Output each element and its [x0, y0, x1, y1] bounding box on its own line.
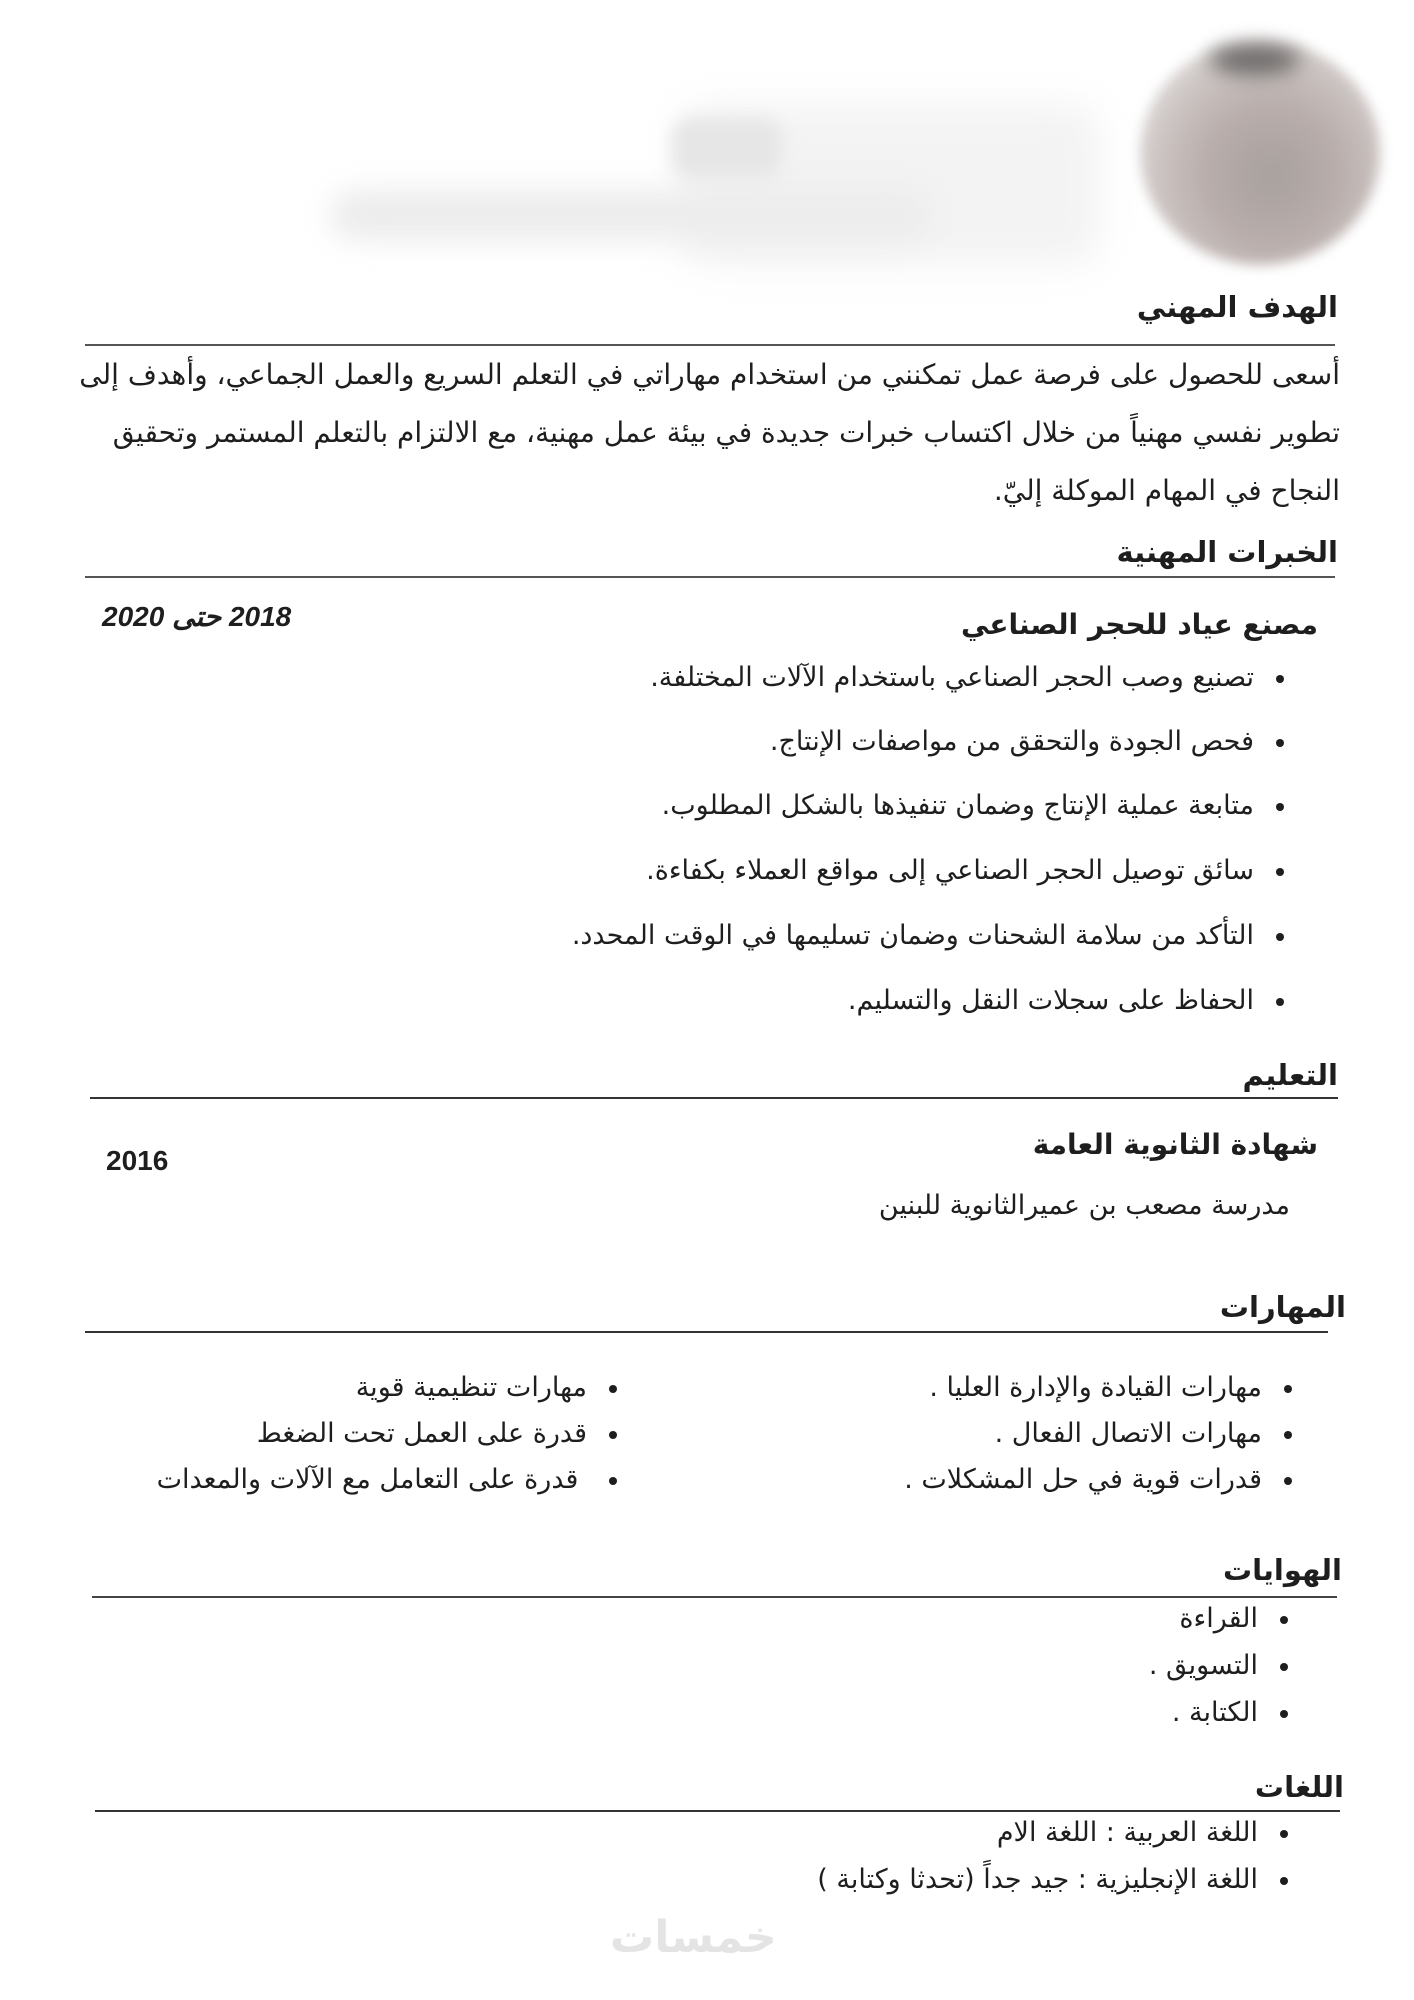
skill-item: مهارات الاتصال الفعال .: [995, 1418, 1292, 1449]
watermark-logo: خمسات: [610, 1912, 777, 1963]
skill-item: قدرة على التعامل مع الآلات والمعدات: [157, 1464, 617, 1495]
education-divider: [90, 1097, 1338, 1099]
languages-heading: اللغات: [1254, 1770, 1344, 1804]
title-redacted-blur: [330, 190, 930, 240]
languages-divider: [95, 1810, 1340, 1812]
task-item: التأكد من سلامة الشحنات وضمان تسليمها في الوقت المحدد.: [572, 920, 1284, 951]
profile-photo-shade: [1210, 45, 1300, 75]
skills-divider: [85, 1331, 1328, 1333]
bullet-icon: [1276, 675, 1284, 683]
skill-item: مهارات تنظيمية قوية: [356, 1372, 617, 1403]
task-item: الحفاظ على سجلات النقل والتسليم.: [848, 985, 1284, 1016]
bullet-icon: [1276, 739, 1284, 747]
skills-heading: المهارات: [1219, 1290, 1346, 1324]
bullet-icon: [1280, 1663, 1288, 1671]
experience-divider: [85, 576, 1335, 578]
bullet-icon: [1280, 1710, 1288, 1718]
bullet-icon: [609, 1385, 617, 1393]
school-name: مدرسة مصعب بن عميرالثانوية للبنين: [878, 1190, 1290, 1221]
name-redacted-blur-accent: [672, 118, 782, 178]
hobbies-heading: الهوايات: [1222, 1553, 1342, 1587]
bullet-icon: [1280, 1616, 1288, 1624]
objective-heading: الهدف المهني: [1136, 290, 1338, 324]
hobbies-divider: [92, 1596, 1337, 1598]
hobby-item: الكتابة .: [1172, 1697, 1288, 1728]
experience-period: 2018 حتى 2020: [102, 601, 292, 632]
company-name: مصنع عياد للحجر الصناعي: [961, 608, 1318, 641]
language-item: اللغة العربية : اللغة الام: [997, 1817, 1288, 1848]
experience-heading: الخبرات المهنية: [1116, 535, 1338, 569]
skill-item: مهارات القيادة والإدارة العليا .: [929, 1372, 1292, 1403]
skill-item: قدرة على العمل تحت الضغط: [257, 1418, 617, 1449]
hobby-item: التسويق .: [1149, 1650, 1288, 1681]
objective-text: أسعى للحصول على فرصة عمل تمكنني من استخدام مهاراتي في التعلم السريع والعمل الجماعي، وأهدف إلى تطوير نفسي مهنياً من خلال اكتساب خبرات جديدة في بيئة عمل مهنية، مع الالتزام بالتعلم المستمر وتحقيق النجاح في المهام الموكلة إليّ.: [79, 358, 1340, 507]
hobby-item: القراءة: [1179, 1603, 1288, 1634]
task-item: تصنيع وصب الحجر الصناعي باستخدام الآلات المختلفة.: [650, 662, 1284, 693]
task-item: فحص الجودة والتحقق من مواصفات الإنتاج.: [770, 726, 1284, 757]
bullet-icon: [1284, 1385, 1292, 1393]
bullet-icon: [1276, 933, 1284, 941]
bullet-icon: [1284, 1477, 1292, 1485]
bullet-icon: [609, 1477, 617, 1485]
bullet-icon: [1280, 1830, 1288, 1838]
skill-item: قدرات قوية في حل المشكلات .: [904, 1464, 1292, 1495]
task-item: متابعة عملية الإنتاج وضمان تنفيذها بالشكل المطلوب.: [662, 790, 1284, 821]
bullet-icon: [609, 1431, 617, 1439]
language-item: اللغة الإنجليزية : جيد جداً (تحدثا وكتابة ): [817, 1864, 1288, 1895]
bullet-icon: [1276, 998, 1284, 1006]
bullet-icon: [1284, 1431, 1292, 1439]
bullet-icon: [1276, 803, 1284, 811]
education-heading: التعليم: [1242, 1058, 1338, 1092]
bullet-icon: [1276, 868, 1284, 876]
task-item: سائق توصيل الحجر الصناعي إلى مواقع العملاء بكفاءة.: [646, 855, 1284, 886]
degree-name: شهادة الثانوية العامة: [1032, 1128, 1318, 1161]
bullet-icon: [1280, 1877, 1288, 1885]
education-year: 2016: [106, 1145, 169, 1176]
